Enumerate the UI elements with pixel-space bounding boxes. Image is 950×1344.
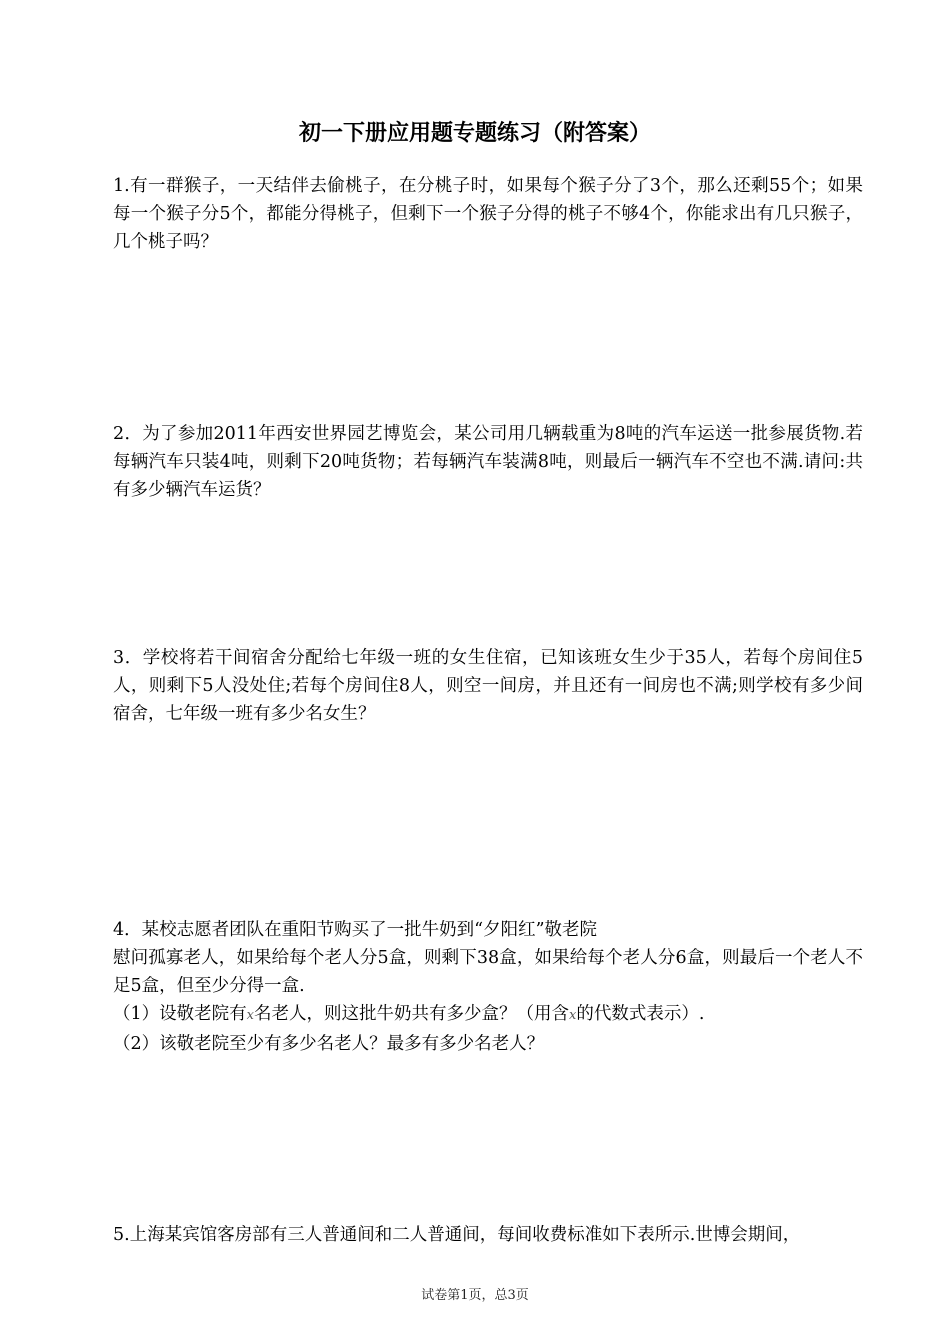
variable-x: x (568, 1008, 577, 1023)
page-title: 初一下册应用题专题练习（附答案） (298, 121, 651, 146)
question-4 (113, 916, 863, 1058)
question-3 (113, 644, 863, 728)
question-1-text: 1.有一群猴子，一天结伴去偷桃子，在分桃子时，如果每个猴子分了3个，那么还剩55个；如果每一个猴子分5个，都能分得桃子，但剩下一个猴子分得的桃子不够4个，你能求出有几只猴子，几个桃子吗？ (113, 176, 863, 252)
question-4-sub-1 (113, 1000, 863, 1030)
question-1 (113, 172, 863, 256)
question-4-sub-1-part-c: 的代数式表示）. (576, 1004, 705, 1024)
question-5 (113, 1221, 863, 1249)
question-4-line-2: 慰问孤寡老人，如果给每个老人分5盒，则剩下38盒，如果给每个老人分6盒，则最后一个老人不足5盒，但至少分得一盒. (113, 948, 863, 996)
question-4-sub-2: （2）该敬老院至少有多少名老人？最多有多少名老人？ (113, 1034, 545, 1054)
question-4-sub-1-part-a: （1）设敬老院有 (113, 1004, 247, 1024)
question-4-sub-1-part-b: 名老人，则这批牛奶共有多少盒？（用含 (253, 1004, 569, 1024)
question-5-text: 5.上海某宾馆客房部有三人普通间和二人普通间，每间收费标准如下表所示.世博会期间， (113, 1225, 801, 1245)
question-3-text: 3．学校将若干间宿舍分配给七年级一班的女生住宿，已知该班女生少于35人，若每个房间住5人，则剩下5人没处住;若每个房间住8人，则空一间房，并且还有一间房也不满;则学校有多少间宿舍，七年级一班有多少名女生？ (113, 648, 863, 724)
question-2-text: 2．为了参加2011年西安世界园艺博览会，某公司用几辆载重为8吨的汽车运送一批参展货物.若每辆汽车只装4吨，则剩下20吨货物；若每辆汽车装满8吨，则最后一辆汽车不空也不满.请问:共有多少辆汽车运货？ (113, 424, 863, 500)
variable-x: x (246, 1008, 254, 1023)
question-4-line-1: 4．某校志愿者团队在重阳节购买了一批牛奶到“夕阳红”敬老院 (113, 920, 598, 940)
question-2 (113, 420, 863, 504)
page-footer: 试卷第1页，总3页 (421, 1288, 529, 1303)
